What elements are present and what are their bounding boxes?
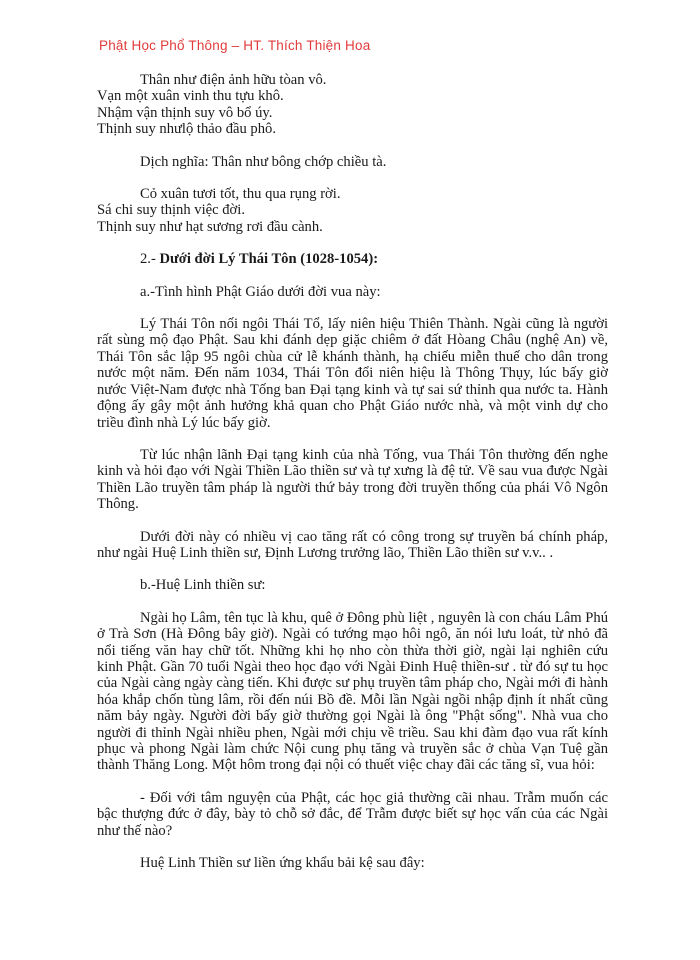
paragraph: Huệ Linh Thiền sư liền ứng khẩu bải kệ sau đây: (140, 855, 425, 872)
section-heading-title: Dưới đời Lý Thái Tôn (1028-1054): (159, 251, 379, 268)
verse-line: Nhậm vận thịnh suy vô bổ úy. (97, 104, 273, 121)
page-content (97, 72, 608, 887)
subsection-heading-b: b.-Huệ Linh thiền sư: (140, 577, 266, 594)
subsection-heading-a: a.-Tình hình Phật Giáo dưới đời vua này: (140, 283, 381, 300)
verse-line: Sá chi suy thịnh việc đời. (97, 202, 245, 219)
verse-line: Vạn một xuân vinh thu tựu khô. (97, 88, 284, 105)
verse-block (97, 72, 608, 138)
paragraph: Dưới đời này có nhiều vị cao tăng rất có công trong sự truyền bá chính pháp, như ngài Huệ Linh thiền sư, Định Lương trưởng lão, Thiền Lão thiền sư v.v.. . (97, 528, 608, 561)
page-header-title: Phật Học Phổ Thông – HT. Thích Thiện Hoa (99, 38, 371, 53)
verse-line: Thịnh suy nhưlộ thảo đầu phô. (97, 121, 276, 138)
paragraph: Từ lúc nhận lãnh Đại tạng kinh của nhà Tống, vua Thái Tôn thường đến nghe kinh và hỏi đạo với Ngài Thiền Lão thiền sư và tự xưng là đệ tử. Về sau vua được Ngài Thiền Lão truyền tâm pháp là người thứ bảy trong đời truyền thống của phái Vô Ngôn Thông. (97, 446, 608, 513)
paragraph-dich-nghia: Dịch nghĩa: Thân như bông chớp chiều tà. (140, 153, 387, 170)
verse-line: Thịnh suy như hạt sương rơi đầu cành. (97, 218, 323, 235)
verse-block (97, 186, 608, 235)
section-heading (97, 251, 608, 267)
paragraph: - Đối với tâm nguyện của Phật, các học giả thường cãi nhau. Trẫm muốn các bậc thượng đức ở đây, bày tỏ chỗ sở đắc, để Trẫm được biết sự học vấn của các Ngài như thế nào? (97, 789, 608, 839)
paragraph: Lý Thái Tôn nối ngôi Thái Tổ, lấy niên hiệu Thiên Thành. Ngài cũng là người rất sùng mộ đạo Phật. Sau khi đánh dẹp giặc chiêm ở đất Hòang Châu (nghệ An) về, Thái Tôn sắc lập 95 ngôi chùa cử lễ khánh thành, hạ chiếu miễn thuế cho dân trong nước một năm. Đến năm 1034, Thái Tôn đổi niên hiệu là Thông Thụy, lúc bấy giờ nước Việt-Nam được nhà Tống ban Đại tạng kinh và tự sai sứ thỉnh qua nước ta. Hành động ấy gây một ảnh hưởng khả quan cho Phật Giáo nước nhà, và một vinh dự cho triều đình nhà Lý lúc bấy giờ. (97, 316, 608, 431)
section-heading-number: 2.- (140, 251, 160, 268)
verse-line: Thân như điện ảnh hữu tòan vô. (140, 72, 327, 88)
paragraph: Ngài họ Lâm, tên tục là khu, quê ở Đông phù liệt , nguyên là con cháu Lâm Phú ở Trà Sơn (Hà Đông bây giờ). Ngài có tướng mạo hôi ngô, ăn nói lưu loát, từ nhỏ đã nổi tiếng văn hay chữ tốt. Những khi họ nho còn thừa thời giờ, ngài lại nghiên cứu kinh Phật. Gần 70 tuổi Ngài theo học đạo với Ngài Đinh Huệ thiền-sư . từ đó sự tu học của Ngài càng ngày càng tiến. Khi được sư phụ truyền tâm pháp cho, Ngài mới đi hành hóa khắp chốn tùng lâm, rồi đến núi Bồ đề. Mỗi lần Ngài ngồi nhập định ít nhất cũng năm bảy ngày. Người đời bấy giờ thường gọi Ngài là ông "Phật sống". Nhà vua cho người đi thỉnh Ngài nhiều phen, Ngài mới chịu về triều. Sau khi đàm đạo vua rất kính phục và phong Ngài làm chức Nội cung phụ tăng và truyền sắc ở chùa Vạn Tuệ gần thành Thăng Long. Một hôm trong đại nội có thuết việc chay đãi các tăng sĩ, vua hỏi: (97, 609, 608, 774)
verse-line: Cỏ xuân tươi tốt, thu qua rụng rời. (140, 186, 341, 203)
